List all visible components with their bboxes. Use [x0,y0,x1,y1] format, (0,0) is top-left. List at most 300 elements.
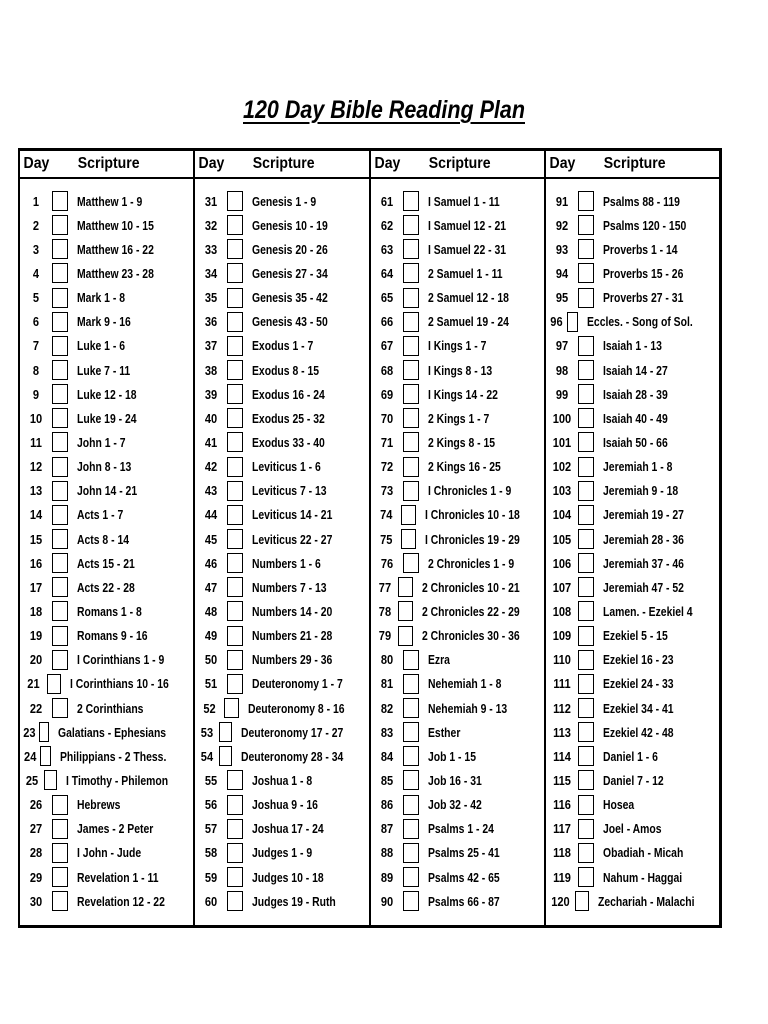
completion-checkbox[interactable] [403,843,419,863]
completion-checkbox[interactable] [578,650,594,670]
completion-checkbox[interactable] [52,239,68,259]
day-number: 115 [552,772,571,788]
reading-row [546,889,719,913]
scripture-passage: I John - Jude [77,845,142,861]
day-number: 24 [24,748,37,764]
day-number: 1 [32,193,40,209]
completion-checkbox[interactable] [227,891,243,911]
reading-row [371,479,544,503]
column-header [20,151,193,179]
completion-checkbox[interactable] [578,336,594,356]
reading-plan-table [18,148,722,928]
reading-row [546,286,719,310]
day-number: 106 [552,555,571,571]
reading-row [546,865,719,889]
column-header [195,151,368,179]
reading-row [20,310,193,334]
completion-checkbox[interactable] [398,626,412,646]
completion-checkbox[interactable] [403,553,419,573]
completion-checkbox[interactable] [578,191,594,211]
completion-checkbox[interactable] [398,601,412,621]
completion-checkbox[interactable] [403,360,419,380]
scripture-passage: I Kings 14 - 22 [427,386,498,402]
day-number: 79 [378,628,391,644]
completion-checkbox[interactable] [219,746,231,766]
scripture-passage: Judges 1 - 9 [252,845,313,861]
completion-checkbox[interactable] [227,239,243,259]
completion-checkbox[interactable] [578,529,594,549]
completion-checkbox[interactable] [227,553,243,573]
scripture-passage: I Chronicles 19 - 29 [425,531,521,547]
column-header [546,151,719,179]
completion-checkbox[interactable] [578,819,594,839]
completion-checkbox[interactable] [227,577,243,597]
reading-row [20,551,193,575]
reading-row [195,334,368,358]
completion-checkbox[interactable] [578,553,594,573]
scripture-passage: 2 Kings 8 - 15 [427,434,495,450]
reading-row [20,793,193,817]
completion-checkbox[interactable] [578,408,594,428]
reading-row [20,189,193,213]
day-number: 25 [25,772,39,788]
scripture-passage: Genesis 20 - 26 [252,241,328,257]
scripture-passage: Lamen. - Ezekiel 4 [602,603,693,619]
scripture-passage: Luke 7 - 11 [77,362,131,378]
reading-row [546,575,719,599]
scripture-passage: Psalms 42 - 65 [427,869,500,885]
reading-row [195,430,368,454]
completion-checkbox[interactable] [578,432,594,452]
reading-row [195,527,368,551]
completion-checkbox[interactable] [403,239,419,259]
completion-checkbox[interactable] [578,746,594,766]
completion-checkbox[interactable] [227,843,243,863]
reading-row [195,479,368,503]
scripture-passage: 2 Corinthians [77,700,144,716]
completion-checkbox[interactable] [578,360,594,380]
day-number: 60 [205,893,218,909]
reading-row [371,865,544,889]
completion-checkbox[interactable] [227,360,243,380]
completion-checkbox[interactable] [227,505,243,525]
day-number: 20 [29,652,43,668]
scripture-passage: Leviticus 1 - 6 [252,459,322,475]
completion-checkbox[interactable] [578,577,594,597]
completion-checkbox[interactable] [52,577,68,597]
scripture-passage: 2 Chronicles 10 - 21 [421,579,520,595]
reading-row [195,744,368,768]
day-number: 11 [30,434,42,450]
completion-checkbox[interactable] [227,191,243,211]
reading-row [371,213,544,237]
completion-checkbox[interactable] [578,867,594,887]
scripture-passage: Obadiah - Micah [602,845,684,861]
day-number: 104 [552,507,571,523]
day-number: 22 [29,700,43,716]
day-number: 43 [205,483,218,499]
reading-row [546,310,719,334]
day-number: 49 [205,628,218,644]
completion-checkbox[interactable] [578,722,594,742]
completion-checkbox[interactable] [403,770,419,790]
day-number: 82 [380,700,393,716]
scripture-passage: Nahum - Haggai [602,869,682,885]
scripture-passage: Genesis 43 - 50 [252,314,328,330]
reading-row [20,865,193,889]
day-number: 37 [205,338,218,354]
completion-checkbox[interactable] [403,457,419,477]
completion-checkbox[interactable] [403,819,419,839]
completion-checkbox[interactable] [578,626,594,646]
completion-checkbox[interactable] [398,577,412,597]
day-number: 101 [552,434,571,450]
completion-checkbox[interactable] [47,674,61,694]
scripture-passage: Genesis 1 - 9 [252,193,317,209]
day-number: 55 [205,772,218,788]
completion-checkbox[interactable] [52,553,68,573]
completion-checkbox[interactable] [578,601,594,621]
completion-checkbox[interactable] [403,650,419,670]
reading-row [371,406,544,430]
completion-checkbox[interactable] [52,360,68,380]
reading-row [195,768,368,792]
completion-checkbox[interactable] [403,867,419,887]
completion-checkbox[interactable] [578,698,594,718]
scripture-passage: 2 Chronicles 22 - 29 [421,603,520,619]
scripture-passage: 2 Samuel 19 - 24 [427,314,509,330]
completion-checkbox[interactable] [227,867,243,887]
day-number: 84 [380,748,393,764]
day-number: 5 [32,290,40,306]
completion-checkbox[interactable] [403,432,419,452]
scripture-passage: Esther [427,724,460,740]
reading-row [546,744,719,768]
completion-checkbox[interactable] [578,843,594,863]
scripture-passage: 2 Kings 1 - 7 [427,410,489,426]
scripture-passage: Revelation 12 - 22 [77,893,165,909]
scripture-passage: 2 Chronicles 30 - 36 [421,628,520,644]
completion-checkbox[interactable] [52,505,68,525]
completion-checkbox[interactable] [578,505,594,525]
completion-checkbox[interactable] [227,432,243,452]
day-number: 58 [205,845,218,861]
completion-checkbox[interactable] [403,312,419,332]
day-number: 32 [205,217,218,233]
reading-row [371,382,544,406]
completion-checkbox[interactable] [403,288,419,308]
completion-checkbox[interactable] [567,312,578,332]
reading-row [20,455,193,479]
reading-row [546,648,719,672]
completion-checkbox[interactable] [52,795,68,815]
completion-checkbox[interactable] [578,384,594,404]
reading-row [546,793,719,817]
reading-row [195,237,368,261]
column-header [371,151,544,179]
scripture-passage: Numbers 21 - 28 [252,628,333,644]
scripture-passage: Mark 1 - 8 [77,290,125,306]
reading-row [195,648,368,672]
scripture-passage: Jeremiah 19 - 27 [602,507,684,523]
completion-checkbox[interactable] [52,457,68,477]
completion-checkbox[interactable] [52,819,68,839]
day-number: 111 [553,676,571,692]
completion-checkbox[interactable] [578,239,594,259]
day-number: 83 [380,724,393,740]
completion-checkbox[interactable] [227,312,243,332]
day-number: 109 [552,628,571,644]
completion-checkbox[interactable] [403,891,419,911]
completion-checkbox[interactable] [578,770,594,790]
day-number: 33 [205,241,218,257]
reading-row [195,382,368,406]
day-number: 48 [205,603,218,619]
reading-row [20,889,193,913]
completion-checkbox[interactable] [44,770,57,790]
reading-row [371,817,544,841]
scripture-passage: Psalms 120 - 150 [602,217,687,233]
scripture-passage: I Chronicles 10 - 18 [425,507,521,523]
day-number: 94 [555,265,568,281]
scripture-passage: Isaiah 28 - 39 [602,386,668,402]
reading-row [371,334,544,358]
day-number: 80 [380,652,393,668]
completion-checkbox[interactable] [52,481,68,501]
reading-row [195,624,368,648]
completion-checkbox[interactable] [403,722,419,742]
completion-checkbox[interactable] [52,698,68,718]
scripture-passage: James - 2 Peter [77,821,154,837]
scripture-passage: Matthew 16 - 22 [77,241,154,257]
completion-checkbox[interactable] [227,601,243,621]
reading-row [195,358,368,382]
completion-checkbox[interactable] [227,626,243,646]
completion-checkbox[interactable] [227,481,243,501]
day-number: 76 [380,555,393,571]
reading-row [546,817,719,841]
reading-row [546,406,719,430]
completion-checkbox[interactable] [224,698,239,718]
day-number: 18 [29,603,43,619]
completion-checkbox[interactable] [401,529,416,549]
completion-checkbox[interactable] [403,384,419,404]
reading-row [195,793,368,817]
day-number: 113 [552,724,571,740]
scripture-passage: 2 Samuel 12 - 18 [427,290,509,306]
reading-row [546,382,719,406]
completion-checkbox[interactable] [52,432,68,452]
completion-checkbox[interactable] [403,215,419,235]
day-number: 50 [205,652,218,668]
completion-checkbox[interactable] [227,384,243,404]
scripture-passage: Ezra [427,652,450,668]
reading-row [546,841,719,865]
reading-row [546,479,719,503]
reading-row [20,479,193,503]
reading-row [371,455,544,479]
completion-checkbox[interactable] [227,770,243,790]
reading-row [195,213,368,237]
day-number: 17 [29,579,43,595]
completion-checkbox[interactable] [52,867,68,887]
scripture-passage: Leviticus 14 - 21 [252,507,333,523]
reading-row [546,551,719,575]
scripture-passage: 2 Kings 16 - 25 [427,459,501,475]
completion-checkbox[interactable] [52,529,68,549]
completion-checkbox[interactable] [578,795,594,815]
day-number: 35 [205,290,218,306]
reading-row [195,189,368,213]
day-header: Day [374,155,400,172]
completion-checkbox[interactable] [578,457,594,477]
scripture-passage: Daniel 7 - 12 [602,772,664,788]
day-number: 14 [29,507,43,523]
day-number: 96 [550,314,563,330]
reading-row [195,865,368,889]
day-number: 31 [205,193,218,209]
completion-checkbox[interactable] [403,746,419,766]
scripture-passage: John 1 - 7 [77,434,126,450]
day-number: 36 [205,314,218,330]
scripture-header: Scripture [253,155,315,172]
day-number: 72 [380,459,393,475]
reading-row [546,696,719,720]
completion-checkbox[interactable] [52,626,68,646]
completion-checkbox[interactable] [52,336,68,356]
scripture-passage: Genesis 35 - 42 [252,290,328,306]
completion-checkbox[interactable] [578,481,594,501]
scripture-passage: Ezekiel 42 - 48 [602,724,674,740]
completion-checkbox[interactable] [52,843,68,863]
completion-checkbox[interactable] [52,650,68,670]
completion-checkbox[interactable] [227,674,243,694]
completion-checkbox[interactable] [52,263,68,283]
scripture-passage: Deuteronomy 8 - 16 [247,700,345,716]
scripture-passage: Acts 1 - 7 [77,507,124,523]
completion-checkbox[interactable] [227,336,243,356]
completion-checkbox[interactable] [403,408,419,428]
reading-row [371,358,544,382]
day-number: 103 [552,483,571,499]
reading-row [546,768,719,792]
scripture-passage: Matthew 23 - 28 [77,265,154,281]
scripture-passage: Luke 1 - 6 [77,338,125,354]
completion-checkbox[interactable] [52,408,68,428]
reading-row [546,720,719,744]
scripture-passage: Romans 1 - 8 [77,603,142,619]
scripture-passage: Proverbs 1 - 14 [602,241,678,257]
completion-checkbox[interactable] [39,722,49,742]
completion-checkbox[interactable] [227,288,243,308]
scripture-passage: Isaiah 40 - 49 [602,410,668,426]
day-number: 75 [379,531,392,547]
reading-row [20,672,193,696]
scripture-passage: John 14 - 21 [77,483,138,499]
completion-checkbox[interactable] [403,481,419,501]
day-number: 61 [380,193,393,209]
completion-checkbox[interactable] [403,674,419,694]
reading-row [20,237,193,261]
reading-row [20,696,193,720]
scripture-passage: Joshua 9 - 16 [252,797,319,813]
completion-checkbox[interactable] [227,408,243,428]
completion-checkbox[interactable] [227,819,243,839]
completion-checkbox[interactable] [578,263,594,283]
scripture-passage: I Samuel 22 - 31 [427,241,506,257]
completion-checkbox[interactable] [403,336,419,356]
reading-row [371,696,544,720]
completion-checkbox[interactable] [403,698,419,718]
reading-row [20,575,193,599]
completion-checkbox[interactable] [403,191,419,211]
scripture-passage: Numbers 7 - 13 [252,579,327,595]
scripture-passage: Jeremiah 1 - 8 [602,459,673,475]
completion-checkbox[interactable] [227,215,243,235]
scripture-passage: Deuteronomy 28 - 34 [240,748,343,764]
completion-checkbox[interactable] [227,650,243,670]
completion-checkbox[interactable] [52,891,68,911]
day-number: 92 [555,217,568,233]
completion-checkbox[interactable] [227,457,243,477]
completion-checkbox[interactable] [578,674,594,694]
completion-checkbox[interactable] [219,722,231,742]
reading-row [546,672,719,696]
completion-checkbox[interactable] [403,795,419,815]
scripture-passage: Leviticus 7 - 13 [252,483,327,499]
completion-checkbox[interactable] [403,263,419,283]
scripture-passage: Exodus 16 - 24 [252,386,326,402]
reading-row [546,189,719,213]
completion-checkbox[interactable] [227,795,243,815]
day-number: 67 [380,338,393,354]
reading-row [371,672,544,696]
completion-checkbox[interactable] [52,384,68,404]
completion-checkbox[interactable] [52,191,68,211]
scripture-passage: I Corinthians 10 - 16 [69,676,169,692]
completion-checkbox[interactable] [52,288,68,308]
reading-row [195,575,368,599]
reading-row [20,768,193,792]
scripture-passage: Deuteronomy 1 - 7 [252,676,343,692]
day-number: 71 [380,434,393,450]
scripture-passage: Leviticus 22 - 27 [252,531,333,547]
completion-checkbox[interactable] [52,215,68,235]
completion-checkbox[interactable] [401,505,416,525]
day-number: 110 [552,652,571,668]
scripture-passage: 2 Chronicles 1 - 9 [427,555,514,571]
scripture-passage: Psalms 66 - 87 [427,893,500,909]
plan-rows [546,189,719,913]
scripture-passage: Isaiah 1 - 13 [602,338,662,354]
day-number: 8 [32,362,40,378]
reading-row [546,455,719,479]
scripture-passage: I Samuel 12 - 21 [427,217,506,233]
day-number: 7 [32,338,40,354]
completion-checkbox[interactable] [227,263,243,283]
completion-checkbox[interactable] [575,891,590,911]
completion-checkbox[interactable] [52,601,68,621]
completion-checkbox[interactable] [40,746,51,766]
day-number: 98 [555,362,568,378]
completion-checkbox[interactable] [578,288,594,308]
reading-row [20,744,193,768]
completion-checkbox[interactable] [578,215,594,235]
day-number: 93 [555,241,568,257]
completion-checkbox[interactable] [52,312,68,332]
completion-checkbox[interactable] [227,529,243,549]
scripture-passage: Hebrews [77,797,121,813]
